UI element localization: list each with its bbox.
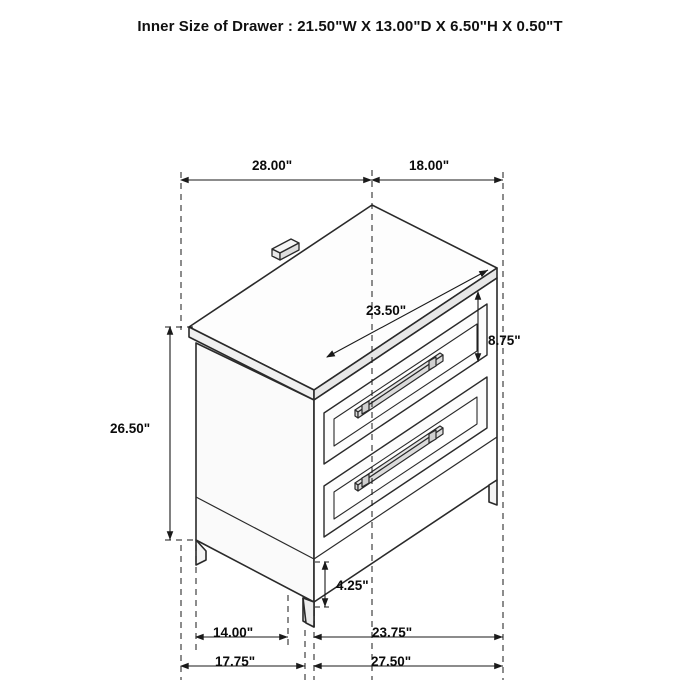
page-title: Inner Size of Drawer : 21.50"W X 13.00"D X 6.50"H X 0.50"T <box>137 18 563 35</box>
nightstand-illustration <box>189 205 497 627</box>
dim-label-bottom-right-width: 23.75" <box>372 625 413 640</box>
dim-label-drawer-height: 8.75" <box>488 333 521 348</box>
dim-label-base-left-width: 17.75" <box>215 654 256 669</box>
dim-label-leg-height: 4.25" <box>336 578 369 593</box>
dim-label-top-surface-depth: 23.50" <box>366 303 407 318</box>
dim-label-overall-height: 26.50" <box>110 421 151 436</box>
dim-label-top-left-width: 28.00" <box>252 158 293 173</box>
leg-front-right <box>489 480 497 505</box>
dim-label-base-right-width: 27.50" <box>371 654 412 669</box>
dim-label-bottom-left-width: 14.00" <box>213 625 254 640</box>
dim-label-top-right-depth: 18.00" <box>409 158 450 173</box>
